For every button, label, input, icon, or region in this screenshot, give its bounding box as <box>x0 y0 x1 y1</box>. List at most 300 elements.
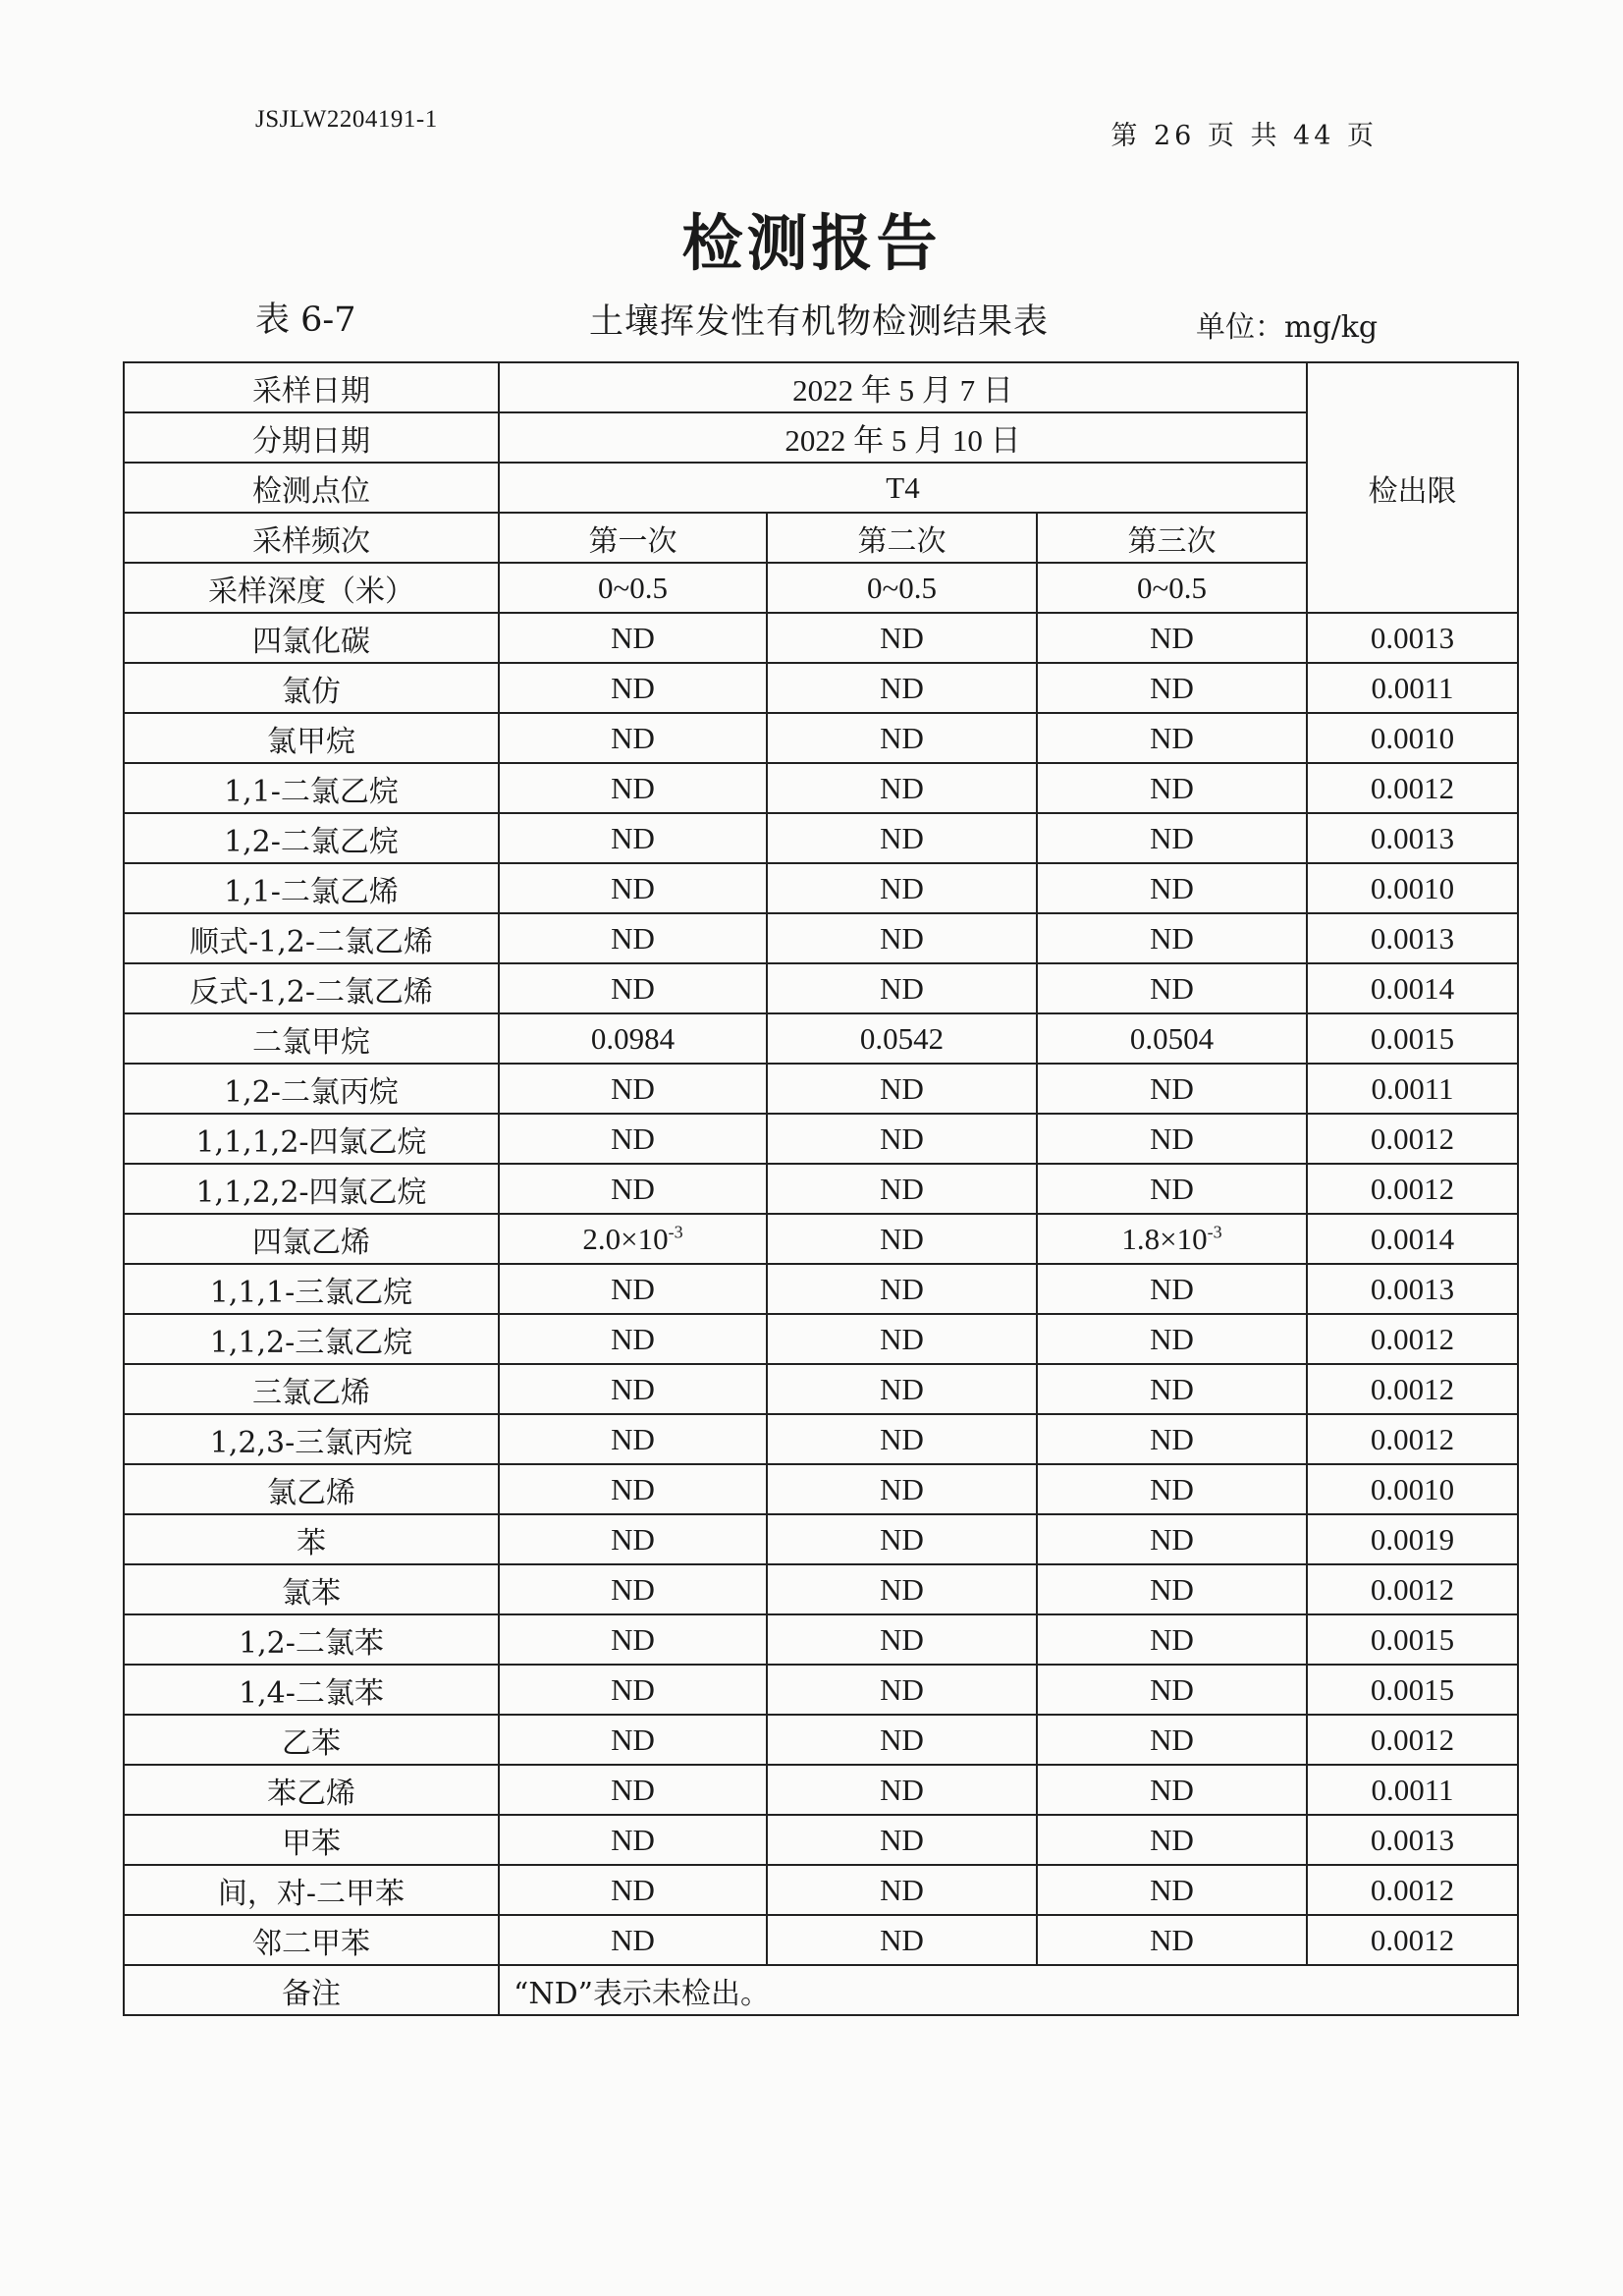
result-3-text: ND <box>1150 1371 1194 1406</box>
result-3 <box>1037 1064 1307 1114</box>
result-1-text: ND <box>611 1922 655 1957</box>
compound-name-text: 1,1,2,2-四氯乙烷 <box>195 1175 427 1210</box>
compound-name-text: 苯 <box>297 1525 326 1560</box>
result-3 <box>1037 1564 1307 1614</box>
result-2 <box>767 1715 1037 1765</box>
result-3 <box>1037 1464 1307 1514</box>
result-1 <box>499 1815 767 1865</box>
result-2-text: ND <box>880 1872 924 1907</box>
result-3 <box>1037 1815 1307 1865</box>
compound-name-text: 1,1,1,2-四氯乙烷 <box>195 1124 427 1160</box>
compound-name-text: 1,2-二氯丙烷 <box>224 1074 399 1110</box>
result-3-text: ND <box>1150 1171 1194 1206</box>
result-2-text: ND <box>880 1722 924 1757</box>
result-1 <box>499 1064 767 1114</box>
result-1-text: ND <box>611 1171 655 1206</box>
result-1-text: ND <box>611 820 655 855</box>
compound-name <box>124 1414 499 1464</box>
table-row <box>124 613 1518 663</box>
result-3 <box>1037 1314 1307 1364</box>
table-row <box>124 1514 1518 1564</box>
result-2-text: ND <box>880 1671 924 1707</box>
compound-name-text: 甲苯 <box>282 1826 341 1861</box>
result-2 <box>767 1013 1037 1064</box>
result-3-text: ND <box>1150 870 1194 905</box>
detection-limit-text: 0.0015 <box>1370 1621 1455 1657</box>
result-1-text: ND <box>611 920 655 956</box>
result-2-text: ND <box>880 770 924 805</box>
result-2-text: ND <box>880 870 924 905</box>
result-1-text: ND <box>611 620 655 655</box>
detection-limit <box>1307 1564 1518 1614</box>
detection-limit-text: 0.0012 <box>1370 770 1455 805</box>
result-2 <box>767 1915 1037 1965</box>
result-2 <box>767 1815 1037 1865</box>
detection-limit-text: 0.0013 <box>1370 1822 1455 1857</box>
compound-name <box>124 863 499 913</box>
result-2-text: ND <box>880 1521 924 1557</box>
table-row <box>124 1564 1518 1614</box>
result-3 <box>1037 1865 1307 1915</box>
result-1-text: ND <box>611 770 655 805</box>
result-1-text: ND <box>611 1471 655 1506</box>
result-2 <box>767 813 1037 863</box>
table-row <box>124 1214 1518 1264</box>
result-2 <box>767 1114 1037 1164</box>
compound-name <box>124 1915 499 1965</box>
compound-name-text: 间，对-二甲苯 <box>217 1876 406 1911</box>
compound-name-text: 四氯乙烯 <box>252 1225 370 1260</box>
detection-limit-text: 0.0010 <box>1370 870 1455 905</box>
compound-name <box>124 1765 499 1815</box>
compound-name-text: 1,1,2-三氯乙烷 <box>209 1325 413 1360</box>
result-2-text: ND <box>880 1371 924 1406</box>
compound-name <box>124 1064 499 1114</box>
result-1 <box>499 763 767 813</box>
result-2 <box>767 1765 1037 1815</box>
result-3 <box>1037 1264 1307 1314</box>
result-2-text: ND <box>880 970 924 1006</box>
result-2 <box>767 1665 1037 1715</box>
result-1 <box>499 1364 767 1414</box>
result-3-text: ND <box>1150 820 1194 855</box>
result-1-text: 2.0×10 <box>582 1221 669 1256</box>
result-3-text: ND <box>1150 1321 1194 1356</box>
result-2-text: ND <box>880 1221 924 1256</box>
result-2 <box>767 1464 1037 1514</box>
result-3-text: ND <box>1150 1822 1194 1857</box>
compound-name-text: 反式-1,2-二氯乙烯 <box>189 974 433 1010</box>
frequency-1: 第一次 <box>499 513 767 563</box>
result-1 <box>499 1514 767 1564</box>
detection-limit <box>1307 813 1518 863</box>
result-3-text: ND <box>1150 1772 1194 1807</box>
result-3 <box>1037 1665 1307 1715</box>
result-2-text: ND <box>880 1421 924 1456</box>
table-row <box>124 1064 1518 1114</box>
result-1-text: ND <box>611 1822 655 1857</box>
result-3 <box>1037 1013 1307 1064</box>
table-row <box>124 1164 1518 1214</box>
result-2-text: ND <box>880 920 924 956</box>
compound-name-text: 1,2-二氯苯 <box>239 1625 384 1661</box>
header-row-sample-date <box>124 362 1518 412</box>
result-1 <box>499 1464 767 1514</box>
result-2 <box>767 1564 1037 1614</box>
detection-limit <box>1307 1264 1518 1314</box>
result-1-text: ND <box>611 1872 655 1907</box>
result-1 <box>499 613 767 663</box>
result-1-text: ND <box>611 1121 655 1156</box>
table-row <box>124 1264 1518 1314</box>
result-2-text: ND <box>880 1571 924 1607</box>
result-1 <box>499 663 767 713</box>
result-1-text: ND <box>611 870 655 905</box>
result-3 <box>1037 1715 1307 1765</box>
result-3-exponent: -3 <box>1207 1222 1222 1242</box>
compound-name <box>124 663 499 713</box>
result-3 <box>1037 1765 1307 1815</box>
table-row <box>124 1114 1518 1164</box>
detection-limit-text: 0.0011 <box>1371 1070 1454 1106</box>
result-3 <box>1037 1214 1307 1264</box>
detection-limit-text: 0.0014 <box>1370 970 1455 1006</box>
table-row <box>124 1815 1518 1865</box>
compound-name-text: 邻二甲苯 <box>252 1926 370 1961</box>
result-1-text: ND <box>611 1621 655 1657</box>
table-row <box>124 1715 1518 1765</box>
result-3-text: ND <box>1150 1521 1194 1557</box>
result-2-text: 0.0542 <box>859 1020 945 1056</box>
result-3-text: 0.0504 <box>1129 1020 1215 1056</box>
result-1-text: ND <box>611 1722 655 1757</box>
detection-limit <box>1307 713 1518 763</box>
compound-name-text: 1,2,3-三氯丙烷 <box>209 1425 413 1460</box>
detection-limit-text: 0.0012 <box>1370 1121 1455 1156</box>
compound-name <box>124 763 499 813</box>
detection-limit <box>1307 1765 1518 1815</box>
result-1-exponent: -3 <box>668 1222 683 1242</box>
result-1-text: ND <box>611 1271 655 1306</box>
compound-name-text: 二氯甲烷 <box>252 1024 370 1060</box>
table-row <box>124 1665 1518 1715</box>
detection-limit-text: 0.0012 <box>1370 1872 1455 1907</box>
compound-name <box>124 963 499 1013</box>
result-2-text: ND <box>880 670 924 705</box>
detection-limit <box>1307 863 1518 913</box>
detection-limit-text: 0.0010 <box>1370 1471 1455 1506</box>
table-row <box>124 1314 1518 1364</box>
detection-limit <box>1307 1815 1518 1865</box>
result-1-text: ND <box>611 1070 655 1106</box>
result-3 <box>1037 1514 1307 1564</box>
result-3-text: ND <box>1150 970 1194 1006</box>
result-3 <box>1037 913 1307 963</box>
compound-name <box>124 1665 499 1715</box>
result-2 <box>767 713 1037 763</box>
compound-name-text: 氯甲烷 <box>267 724 355 759</box>
compound-name <box>124 1715 499 1765</box>
result-1-text: ND <box>611 1371 655 1406</box>
detection-limit <box>1307 1514 1518 1564</box>
result-1 <box>499 1614 767 1665</box>
result-2-text: ND <box>880 1121 924 1156</box>
detection-limit <box>1307 663 1518 713</box>
compound-name <box>124 1013 499 1064</box>
result-3 <box>1037 1414 1307 1464</box>
results-table <box>123 361 1519 2016</box>
result-3-text: ND <box>1150 1922 1194 1957</box>
detection-limit-text: 0.0012 <box>1370 1421 1455 1456</box>
table-row <box>124 713 1518 763</box>
result-2 <box>767 613 1037 663</box>
result-1 <box>499 1264 767 1314</box>
result-2 <box>767 1064 1037 1114</box>
result-2 <box>767 1164 1037 1214</box>
compound-name-text: 氯仿 <box>282 674 341 709</box>
result-2 <box>767 863 1037 913</box>
result-1 <box>499 1765 767 1815</box>
result-3-text: ND <box>1150 620 1194 655</box>
result-2 <box>767 1614 1037 1665</box>
result-2-text: ND <box>880 1171 924 1206</box>
result-1 <box>499 1715 767 1765</box>
result-3 <box>1037 1614 1307 1665</box>
result-3-text: ND <box>1150 670 1194 705</box>
table-row <box>124 763 1518 813</box>
result-1-text: 0.0984 <box>590 1020 676 1056</box>
table-row <box>124 913 1518 963</box>
compound-name <box>124 613 499 663</box>
detection-limit <box>1307 913 1518 963</box>
result-3 <box>1037 813 1307 863</box>
result-2 <box>767 1414 1037 1464</box>
point-label: 检测点位 <box>124 463 499 513</box>
point-value: T4 <box>499 463 1307 513</box>
depth-2: 0~0.5 <box>767 563 1037 613</box>
detection-limit <box>1307 1665 1518 1715</box>
detection-limit-text: 0.0012 <box>1370 1722 1455 1757</box>
result-1 <box>499 1865 767 1915</box>
compound-name <box>124 913 499 963</box>
detection-limit <box>1307 1715 1518 1765</box>
result-2 <box>767 963 1037 1013</box>
sample-date-value: 2022 年 5 月 7 日 <box>499 362 1307 412</box>
result-2-text: ND <box>880 1271 924 1306</box>
result-1 <box>499 1013 767 1064</box>
depth-1: 0~0.5 <box>499 563 767 613</box>
table-title: 土壤挥发性有机物检测结果表 <box>589 302 1050 342</box>
remark-label: 备注 <box>124 1965 499 2015</box>
result-1 <box>499 1164 767 1214</box>
compound-name <box>124 1464 499 1514</box>
detection-limit-text: 0.0012 <box>1370 1571 1455 1607</box>
result-3 <box>1037 613 1307 663</box>
table-number: 表 6-7 <box>255 301 356 340</box>
compound-name <box>124 1514 499 1564</box>
result-2 <box>767 1364 1037 1414</box>
page-indicator: 第 26 页 共 44 页 <box>1110 121 1378 151</box>
result-3-text: ND <box>1150 1571 1194 1607</box>
compound-name-text: 氯苯 <box>282 1575 341 1611</box>
result-3 <box>1037 1164 1307 1214</box>
result-1-text: ND <box>611 1671 655 1707</box>
result-3-text: ND <box>1150 770 1194 805</box>
frequency-label: 采样频次 <box>124 513 499 563</box>
detection-limit-text: 0.0019 <box>1370 1521 1455 1557</box>
table-row <box>124 1865 1518 1915</box>
detection-limit-text: 0.0014 <box>1370 1221 1455 1256</box>
result-3 <box>1037 963 1307 1013</box>
compound-name-text: 1,1-二氯乙烯 <box>224 874 399 909</box>
remark-text: “ND”表示未检出。 <box>499 1965 1518 2015</box>
compound-name <box>124 1865 499 1915</box>
result-2 <box>767 1264 1037 1314</box>
remark-row <box>124 1965 1518 2015</box>
result-3-text: ND <box>1150 720 1194 755</box>
detection-limit-text: 0.0012 <box>1370 1171 1455 1206</box>
table-row <box>124 1765 1518 1815</box>
result-2-text: ND <box>880 1471 924 1506</box>
result-1 <box>499 963 767 1013</box>
compound-name-text: 1,1,1-三氯乙烷 <box>209 1275 413 1310</box>
detection-limit <box>1307 1364 1518 1414</box>
result-1 <box>499 1114 767 1164</box>
detection-limit-text: 0.0013 <box>1370 920 1455 956</box>
detection-limit <box>1307 763 1518 813</box>
table-row <box>124 1013 1518 1064</box>
compound-name <box>124 813 499 863</box>
compound-name-text: 三氯乙烯 <box>252 1375 370 1410</box>
detection-limit <box>1307 613 1518 663</box>
depth-label: 采样深度（米） <box>124 563 499 613</box>
detection-limit-text: 0.0011 <box>1371 670 1454 705</box>
result-1 <box>499 913 767 963</box>
table-row <box>124 1364 1518 1414</box>
result-3-text: ND <box>1150 1070 1194 1106</box>
result-3 <box>1037 1114 1307 1164</box>
analysis-date-label: 分期日期 <box>124 412 499 463</box>
sample-date-label: 采样日期 <box>124 362 499 412</box>
result-1-text: ND <box>611 1521 655 1557</box>
detection-limit-text: 0.0010 <box>1370 720 1455 755</box>
compound-name <box>124 1564 499 1614</box>
result-2 <box>767 663 1037 713</box>
result-3-text: ND <box>1150 1722 1194 1757</box>
result-1 <box>499 1214 767 1264</box>
result-3-text: ND <box>1150 1271 1194 1306</box>
compound-name <box>124 1264 499 1314</box>
result-2-text: ND <box>880 1822 924 1857</box>
compound-name-text: 四氯化碳 <box>252 624 370 659</box>
detection-limit <box>1307 1464 1518 1514</box>
detection-limit-text: 0.0013 <box>1370 1271 1455 1306</box>
result-1-text: ND <box>611 1321 655 1356</box>
result-1-text: ND <box>611 1772 655 1807</box>
compound-name-text: 乙苯 <box>282 1725 341 1761</box>
result-2-text: ND <box>880 1621 924 1657</box>
detection-limit <box>1307 1013 1518 1064</box>
table-row <box>124 1414 1518 1464</box>
result-1 <box>499 1564 767 1614</box>
detection-limit-text: 0.0012 <box>1370 1922 1455 1957</box>
detection-limit <box>1307 1314 1518 1364</box>
result-1 <box>499 863 767 913</box>
compound-name <box>124 1114 499 1164</box>
result-1 <box>499 1665 767 1715</box>
result-1 <box>499 713 767 763</box>
result-3-text: ND <box>1150 1421 1194 1456</box>
result-2-text: ND <box>880 820 924 855</box>
detection-limit-text: 0.0013 <box>1370 820 1455 855</box>
table-row <box>124 813 1518 863</box>
compound-name <box>124 1314 499 1364</box>
detection-limit-text: 0.0011 <box>1371 1772 1454 1807</box>
compound-name <box>124 1815 499 1865</box>
result-2-text: ND <box>880 620 924 655</box>
detection-limit <box>1307 1614 1518 1665</box>
compound-name <box>124 1164 499 1214</box>
result-3-text: ND <box>1150 1872 1194 1907</box>
detection-limit <box>1307 1114 1518 1164</box>
result-3 <box>1037 1364 1307 1414</box>
result-1-text: ND <box>611 1571 655 1607</box>
result-1 <box>499 1414 767 1464</box>
detection-limit <box>1307 1214 1518 1264</box>
detection-limit-text: 0.0012 <box>1370 1371 1455 1406</box>
result-1-text: ND <box>611 1421 655 1456</box>
result-2-text: ND <box>880 1321 924 1356</box>
result-3-text: ND <box>1150 920 1194 956</box>
table-row <box>124 663 1518 713</box>
result-3-text: ND <box>1150 1621 1194 1657</box>
detection-limit <box>1307 1414 1518 1464</box>
result-2 <box>767 763 1037 813</box>
result-3 <box>1037 1915 1307 1965</box>
result-3-text: ND <box>1150 1471 1194 1506</box>
compound-name <box>124 1614 499 1665</box>
compound-name-text: 氯乙烯 <box>267 1475 355 1510</box>
frequency-3: 第三次 <box>1037 513 1307 563</box>
result-3-text: ND <box>1150 1671 1194 1707</box>
result-2-text: ND <box>880 1922 924 1957</box>
detection-limit-text: 0.0015 <box>1370 1020 1455 1056</box>
detection-limit-text: 0.0015 <box>1370 1671 1455 1707</box>
result-2 <box>767 1865 1037 1915</box>
compound-name <box>124 1364 499 1414</box>
detection-limit-header: 检出限 <box>1307 362 1518 613</box>
analysis-date-value: 2022 年 5 月 10 日 <box>499 412 1307 463</box>
detection-limit <box>1307 1865 1518 1915</box>
detection-limit <box>1307 1064 1518 1114</box>
table-row <box>124 1614 1518 1665</box>
compound-name <box>124 1214 499 1264</box>
report-code: JSJLW2204191-1 <box>255 106 438 133</box>
result-2 <box>767 1214 1037 1264</box>
compound-name-text: 1,4-二氯苯 <box>239 1675 384 1711</box>
detection-limit <box>1307 1164 1518 1214</box>
detection-limit <box>1307 1915 1518 1965</box>
result-1 <box>499 813 767 863</box>
result-3 <box>1037 663 1307 713</box>
result-2-text: ND <box>880 720 924 755</box>
result-3-text: 1.8×10 <box>1121 1221 1208 1256</box>
result-2 <box>767 1514 1037 1564</box>
detection-limit-text: 0.0013 <box>1370 620 1455 655</box>
detection-limit-text: 0.0012 <box>1370 1321 1455 1356</box>
table-row <box>124 863 1518 913</box>
result-1 <box>499 1314 767 1364</box>
